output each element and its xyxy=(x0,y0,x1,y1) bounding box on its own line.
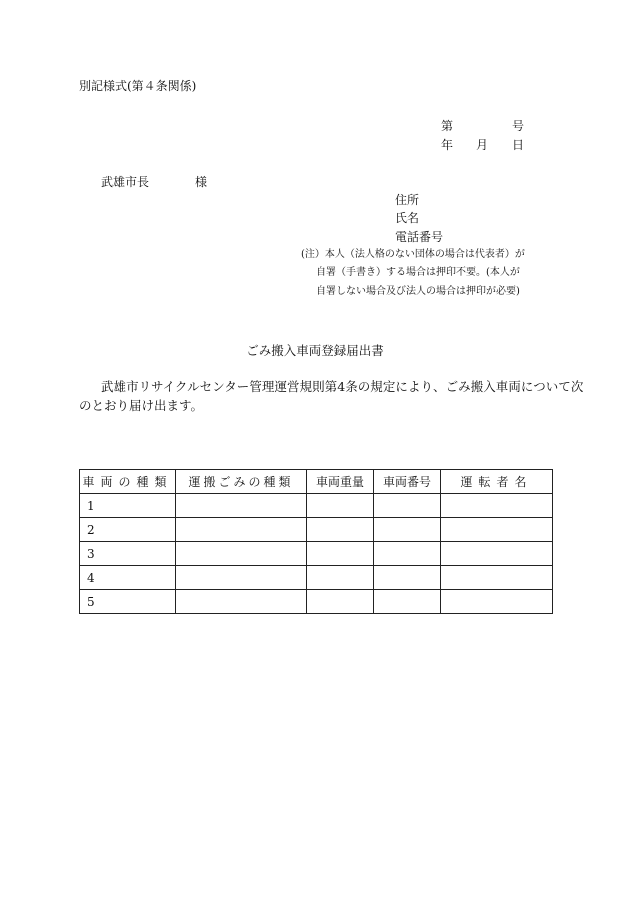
table-row xyxy=(80,494,553,518)
number-prefix: 第 xyxy=(441,119,454,133)
date-month: 月 xyxy=(476,138,489,152)
header-vehicle-type: 車両の種類 xyxy=(80,470,176,494)
vehicle-weight-cell[interactable] xyxy=(307,542,374,566)
vehicle-weight-cell[interactable] xyxy=(307,566,374,590)
row-number: 5 xyxy=(80,590,176,614)
vehicle-weight-cell[interactable] xyxy=(307,494,374,518)
waste-type-cell[interactable] xyxy=(176,566,307,590)
header-waste-type: 運搬ごみの種類 xyxy=(176,470,307,494)
vehicle-number-cell[interactable] xyxy=(374,518,441,542)
vehicle-number-cell[interactable] xyxy=(374,494,441,518)
note-line-3: 自署しない場合及び法人の場合は押印が必要) xyxy=(316,286,520,297)
document-title: ごみ搬入車両登録届出書 xyxy=(246,343,384,358)
date-year: 年 xyxy=(441,138,454,152)
addressee xyxy=(101,175,208,189)
date-day: 日 xyxy=(512,138,525,152)
table-header-row xyxy=(80,470,553,494)
vehicle-number-cell[interactable] xyxy=(374,542,441,566)
addressee-name: 武雄市長 xyxy=(101,175,150,189)
waste-type-cell[interactable] xyxy=(176,590,307,614)
table-row xyxy=(80,566,553,590)
header-driver-name: 運転者名 xyxy=(441,470,553,494)
vehicle-registration-table xyxy=(79,469,553,614)
form-label: 別記様式(第４条関係) xyxy=(79,79,197,93)
note-line-2: 自署（手書き）する場合は押印不要。(本人が xyxy=(316,267,520,278)
driver-name-cell[interactable] xyxy=(441,590,553,614)
waste-type-cell[interactable] xyxy=(176,494,307,518)
vehicle-weight-cell[interactable] xyxy=(307,518,374,542)
vehicle-number-cell[interactable] xyxy=(374,590,441,614)
row-number: 2 xyxy=(80,518,176,542)
driver-name-cell[interactable] xyxy=(441,494,553,518)
addressee-honorific: 様 xyxy=(195,175,208,189)
row-number: 3 xyxy=(80,542,176,566)
header-vehicle-weight: 車両重量 xyxy=(307,470,374,494)
table-row xyxy=(80,518,553,542)
row-number: 4 xyxy=(80,566,176,590)
name-label: 氏名 xyxy=(395,211,420,225)
table-row xyxy=(80,542,553,566)
vehicle-weight-cell[interactable] xyxy=(307,590,374,614)
body-text-line-2: のとおり届け出ます。 xyxy=(79,398,204,413)
table-row xyxy=(80,590,553,614)
note-line-1: (注）本人（法人格のない団体の場合は代表者）が xyxy=(301,249,525,260)
number-suffix: 号 xyxy=(512,119,525,133)
vehicle-number-cell[interactable] xyxy=(374,566,441,590)
document-number xyxy=(441,119,525,133)
address-label: 住所 xyxy=(395,193,420,207)
driver-name-cell[interactable] xyxy=(441,542,553,566)
waste-type-cell[interactable] xyxy=(176,542,307,566)
driver-name-cell[interactable] xyxy=(441,566,553,590)
header-vehicle-number: 車両番号 xyxy=(374,470,441,494)
row-number: 1 xyxy=(80,494,176,518)
driver-name-cell[interactable] xyxy=(441,518,553,542)
date-line xyxy=(441,138,525,152)
tel-label: 電話番号 xyxy=(395,230,444,244)
waste-type-cell[interactable] xyxy=(176,518,307,542)
body-text-line-1: 武雄市リサイクルセンター管理運営規則第4条の規定により、ごみ搬入車両について次 xyxy=(101,379,584,394)
